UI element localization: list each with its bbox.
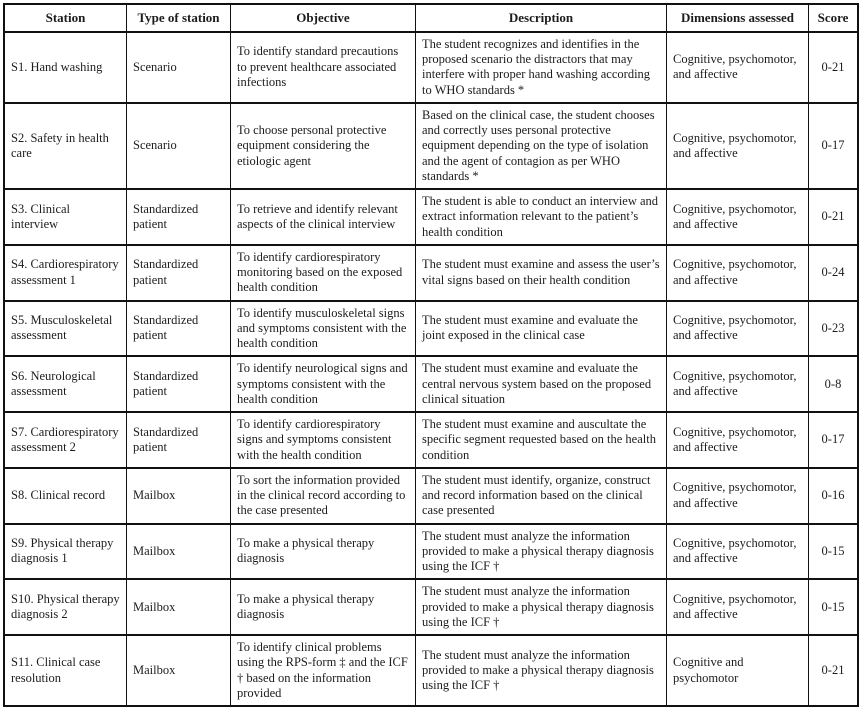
cell-score: 0-15: [809, 524, 859, 580]
cell-score: 0-21: [809, 635, 859, 706]
cell-score: 0-17: [809, 103, 859, 189]
table-row: [4, 468, 858, 524]
cell-score: 0-21: [809, 32, 859, 103]
cell-dimensions: Cognitive, psychomotor, and affective: [667, 32, 809, 103]
cell-description: The student must analyze the information provided to make a physical therapy diagnosis using the ICF †: [416, 579, 667, 635]
table-row: [4, 524, 858, 580]
cell-score: 0-24: [809, 245, 859, 301]
cell-objective: To identify clinical problems using the RPS-form ‡ and the ICF † based on the information provided: [231, 635, 416, 706]
cell-dimensions: Cognitive, psychomotor, and affective: [667, 356, 809, 412]
column-header-score: Score: [809, 4, 859, 32]
cell-type: Mailbox: [127, 579, 231, 635]
cell-description: The student must analyze the information provided to make a physical therapy diagnosis using the ICF †: [416, 524, 667, 580]
cell-type: Mailbox: [127, 635, 231, 706]
cell-type: Scenario: [127, 103, 231, 189]
cell-type: Standardized patient: [127, 356, 231, 412]
cell-objective: To choose personal protective equipment considering the etiologic agent: [231, 103, 416, 189]
cell-objective: To retrieve and identify relevant aspects of the clinical interview: [231, 189, 416, 245]
cell-dimensions: Cognitive, psychomotor, and affective: [667, 189, 809, 245]
osce-stations-table: [3, 3, 859, 707]
column-header-station: Station: [4, 4, 127, 32]
table-header: [4, 4, 858, 32]
cell-objective: To identify musculoskeletal signs and symptoms consistent with the health condition: [231, 301, 416, 357]
cell-description: The student must examine and evaluate the joint exposed in the clinical case: [416, 301, 667, 357]
column-header-objective: Objective: [231, 4, 416, 32]
table-row: [4, 579, 858, 635]
cell-objective: To identify neurological signs and symptoms consistent with the health condition: [231, 356, 416, 412]
column-header-dimensions: Dimensions assessed: [667, 4, 809, 32]
table-row: [4, 245, 858, 301]
table-body: [4, 32, 858, 706]
cell-type: Standardized patient: [127, 301, 231, 357]
column-header-type: Type of station: [127, 4, 231, 32]
table-row: [4, 301, 858, 357]
cell-station: S4. Cardiorespiratory assessment 1: [4, 245, 127, 301]
cell-station: S5. Musculoskeletal assessment: [4, 301, 127, 357]
cell-dimensions: Cognitive, psychomotor, and affective: [667, 103, 809, 189]
table-row: [4, 32, 858, 103]
cell-type: Scenario: [127, 32, 231, 103]
cell-type: Standardized patient: [127, 412, 231, 468]
table-row: [4, 189, 858, 245]
cell-score: 0-8: [809, 356, 859, 412]
cell-station: S3. Clinical interview: [4, 189, 127, 245]
cell-station: S1. Hand washing: [4, 32, 127, 103]
cell-station: S10. Physical therapy diagnosis 2: [4, 579, 127, 635]
cell-objective: To identify standard precautions to prevent healthcare associated infections: [231, 32, 416, 103]
table-row: [4, 412, 858, 468]
cell-type: Mailbox: [127, 468, 231, 524]
cell-score: 0-21: [809, 189, 859, 245]
cell-objective: To make a physical therapy diagnosis: [231, 579, 416, 635]
table-row: [4, 356, 858, 412]
header-row: [4, 4, 858, 32]
cell-station: S8. Clinical record: [4, 468, 127, 524]
cell-dimensions: Cognitive and psychomotor: [667, 635, 809, 706]
cell-dimensions: Cognitive, psychomotor, and affective: [667, 579, 809, 635]
cell-station: S6. Neurological assessment: [4, 356, 127, 412]
cell-dimensions: Cognitive, psychomotor, and affective: [667, 468, 809, 524]
cell-type: Standardized patient: [127, 189, 231, 245]
cell-dimensions: Cognitive, psychomotor, and affective: [667, 301, 809, 357]
cell-objective: To identify cardiorespiratory monitoring based on the exposed health condition: [231, 245, 416, 301]
cell-description: The student must examine and assess the user’s vital signs based on their health condition: [416, 245, 667, 301]
cell-description: The student must examine and evaluate the central nervous system based on the proposed clinical situation: [416, 356, 667, 412]
cell-score: 0-23: [809, 301, 859, 357]
cell-station: S7. Cardiorespiratory assessment 2: [4, 412, 127, 468]
cell-description: The student must examine and auscultate the specific segment requested based on the health condition: [416, 412, 667, 468]
cell-description: Based on the clinical case, the student chooses and correctly uses personal protective equipment depending on the type of isolation and the agent of contagion as per WHO standards *: [416, 103, 667, 189]
cell-station: S9. Physical therapy diagnosis 1: [4, 524, 127, 580]
cell-description: The student is able to conduct an interview and extract information relevant to the patient’s health condition: [416, 189, 667, 245]
cell-type: Standardized patient: [127, 245, 231, 301]
cell-description: The student recognizes and identifies in the proposed scenario the distractors that may interfere with proper hand washing according to WHO standards *: [416, 32, 667, 103]
cell-dimensions: Cognitive, psychomotor, and affective: [667, 412, 809, 468]
cell-dimensions: Cognitive, psychomotor, and affective: [667, 245, 809, 301]
cell-station: S2. Safety in health care: [4, 103, 127, 189]
cell-objective: To make a physical therapy diagnosis: [231, 524, 416, 580]
cell-description: The student must analyze the information provided to make a physical therapy diagnosis using the ICF †: [416, 635, 667, 706]
column-header-description: Description: [416, 4, 667, 32]
table-row: [4, 635, 858, 706]
cell-description: The student must identify, organize, construct and record information based on the clinical case presented: [416, 468, 667, 524]
cell-dimensions: Cognitive, psychomotor, and affective: [667, 524, 809, 580]
cell-objective: To identify cardiorespiratory signs and symptoms consistent with the health condition: [231, 412, 416, 468]
cell-score: 0-16: [809, 468, 859, 524]
cell-type: Mailbox: [127, 524, 231, 580]
cell-score: 0-15: [809, 579, 859, 635]
cell-objective: To sort the information provided in the clinical record according to the case presented: [231, 468, 416, 524]
cell-score: 0-17: [809, 412, 859, 468]
cell-station: S11. Clinical case resolution: [4, 635, 127, 706]
table-row: [4, 103, 858, 189]
